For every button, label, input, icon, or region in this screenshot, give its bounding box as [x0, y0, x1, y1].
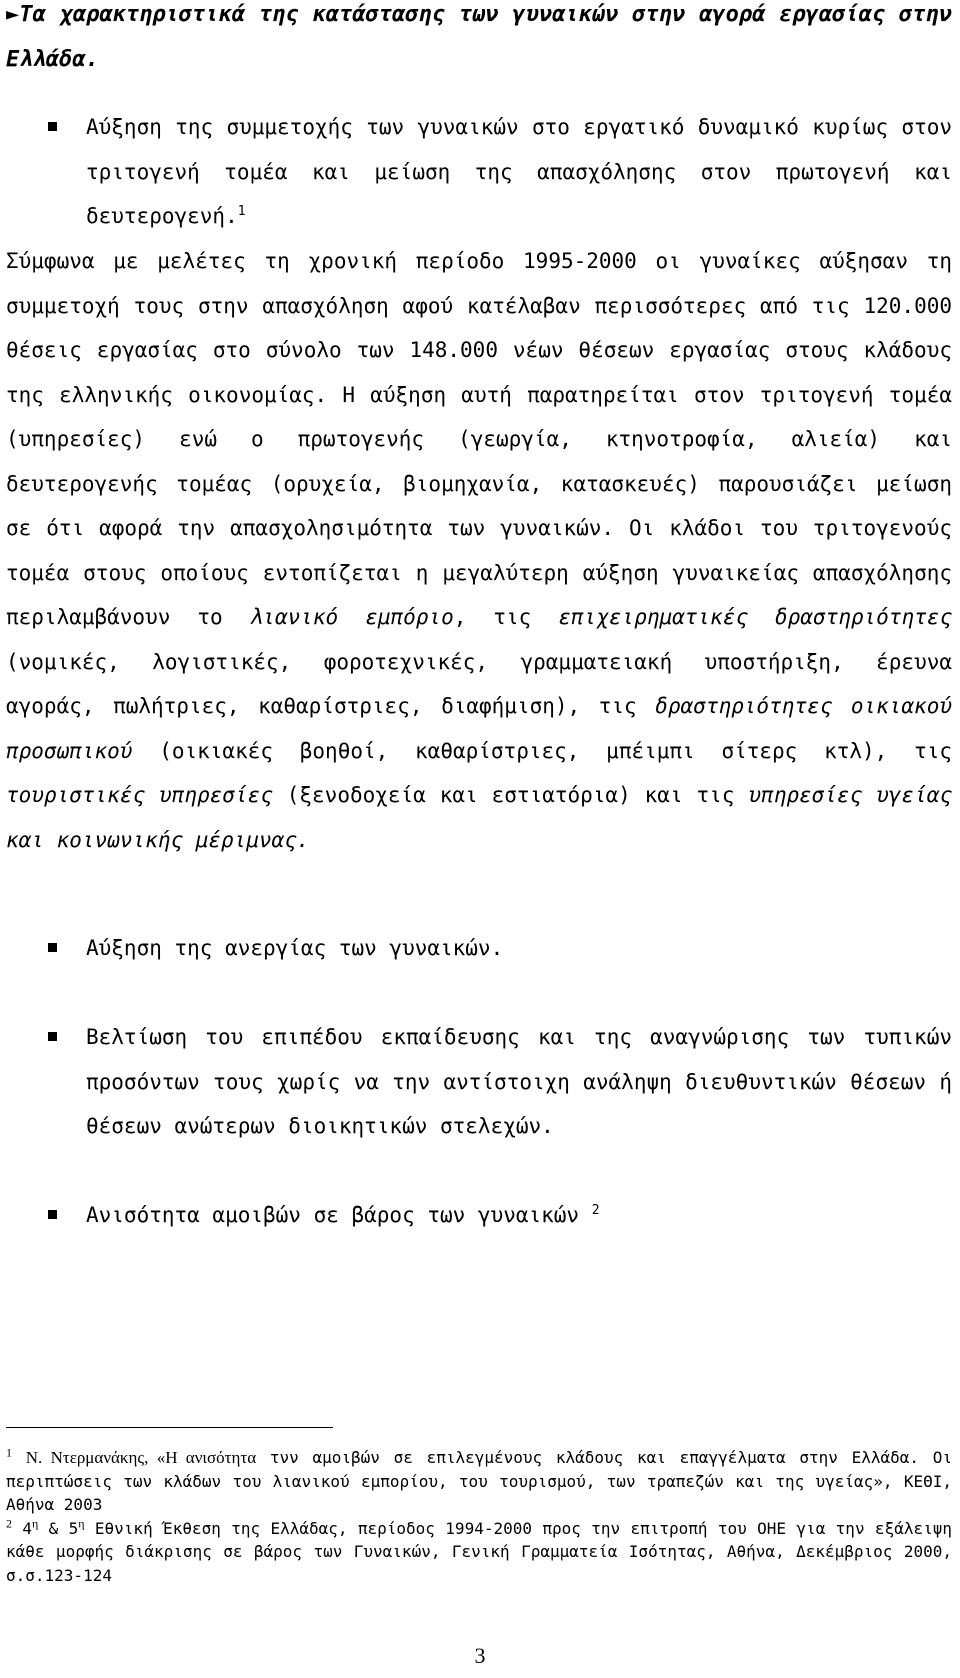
- body-paragraph: [6, 239, 952, 862]
- footnote-lead: 4: [22, 1518, 32, 1538]
- footnote-divider: [6, 1427, 333, 1428]
- paragraph-text: (οικιακές βοηθοί, καθαρίστριες, μπέιμπι σίτερς κτλ), τις: [132, 738, 952, 763]
- footnote-ordinal: η: [32, 1516, 39, 1531]
- page-number: 3: [474, 1643, 486, 1668]
- square-bullet-icon: [48, 943, 57, 952]
- paragraph-text: , τις: [453, 605, 559, 629]
- square-bullet-icon: [48, 1032, 57, 1041]
- paragraph-emphasis: δραστηριότητες οικιακού προσωπικού: [6, 694, 952, 763]
- paragraph-text: (νομικές, λογιστικές, φοροτεχνικές, γραμματειακή υποστήριξη, έρευνα αγοράς, πωλήτριες, καθαρίστριες, διαφήμιση), τις: [6, 649, 952, 718]
- paragraph-emphasis: υπηρεσίες υγείας και κοινωνικής μέριμνας.: [6, 783, 952, 852]
- paragraph-emphasis: επιχειρηματικές δραστηριότητες: [558, 605, 952, 629]
- bullet-text-2: Αύξηση της ανεργίας των γυναικών.: [86, 936, 504, 960]
- square-bullet-icon: [48, 1210, 57, 1219]
- footnote-lead: Ν. Ντερμανάκης, «Η ανισότητα: [25, 1448, 257, 1467]
- bullet-text-4: Ανισότητα αμοιβών σε βάρος των γυναικών: [86, 1203, 580, 1227]
- bullet-item-3: [6, 1015, 952, 1149]
- footnote-1: [6, 1446, 952, 1517]
- section-heading-text: Τα χαρακτηριστικά της κατάστασης των γυναικών στην αγορά εργασίας στην Ελλάδα.: [6, 2, 952, 72]
- bullet-text-3: Βελτίωση του επιπέδου εκπαίδευσης και της αναγνώρισης των τυπικών προσόντων τους χωρίς να την αντίστοιχη ανάληψη διευθυντικών θέσεων ή θέσεων ανώτερων διοικητικών στελεχών.: [86, 1025, 952, 1138]
- footnote-mid: & 5: [38, 1518, 79, 1538]
- bullet-item-1: [6, 105, 952, 239]
- footnote-ref-2: 2: [591, 1203, 600, 1218]
- bullet-item-2: [6, 926, 952, 971]
- paragraph-text: (ξενοδοχεία και εστιατόρια) και τις: [272, 783, 749, 807]
- footnote-2: [6, 1517, 952, 1588]
- triangle-marker-icon: ►: [6, 2, 20, 27]
- footnote-text: τνν αμοιβών σε επιλεγμένους κλάδους και επαγγέλματα στην Ελλάδα. Οι περιπτώσεις των κλάδων του λιανικού εμπορίου, του τουρισμού, των τραπεζών και της υγείας», ΚΕΘΙ, Αθήνα 2003: [6, 1448, 952, 1514]
- bullet-item-4: [6, 1193, 952, 1238]
- bullet-text-1: Αύξηση της συμμετοχής των γυναικών στο εργατικό δυναμικό κυρίως στον τριτογενή τομέα και μείωση της απασχόλησης στον πρωτογενή και δευτερογενή.: [86, 115, 952, 228]
- paragraph-emphasis: τουριστικές υπηρεσίες: [6, 783, 273, 807]
- section-heading: [6, 0, 952, 82]
- paragraph-text: Σύμφωνα με μελέτες τη χρονική περίοδο 1995-2000 οι γυναίκες αύξησαν τη συμμετοχή τους στην απασχόληση αφού κατέλαβαν περισσότερες από τις 120.000 θέσεις εργασίας στο σύνολο των 148.000 νέων θέσεων εργασίας στους κλάδους της ελληνικής οικονομίας. Η αύξηση αυτή παρατηρείται στον τριτογενή τομέα (υπηρεσίες) ενώ ο πρωτογενής (γεωργία, κτηνοτροφία, αλιεία) και δευτερογενής τομέας (ορυχεία, βιομηχανία, κατασκευές) παρουσιάζει μείωση σε ότι αφορά την απασχολησιμότητα των γυναικών. Οι κλάδοι του τριτογενούς τομέα στους οποίους εντοπίζεται η μεγαλύτερη αύξηση γυναικείας απασχόλησης περιλαμβάνουν το: [6, 249, 952, 629]
- footnotes: [6, 1427, 952, 1587]
- paragraph-emphasis: λιανικό εμπόριο: [249, 605, 454, 629]
- footnote-text: Εθνική Έκθεση της Ελλάδας, περίοδος 1994-2000 προς την επιτροπή του ΟΗΕ για την εξάλειψη κάθε μορφής διάκρισης σε βάρος των Γυναικών, Γενική Γραμματεία Ισότητας, Αθήνα, Δεκέμβριος 2000, σ.σ.123-124: [6, 1518, 952, 1585]
- footnote-number: 2: [6, 1516, 12, 1531]
- footnote-ordinal: η: [78, 1516, 85, 1531]
- footnote-ref-1: 1: [237, 204, 246, 219]
- square-bullet-icon: [48, 122, 57, 131]
- footnote-number: 1: [6, 1445, 12, 1460]
